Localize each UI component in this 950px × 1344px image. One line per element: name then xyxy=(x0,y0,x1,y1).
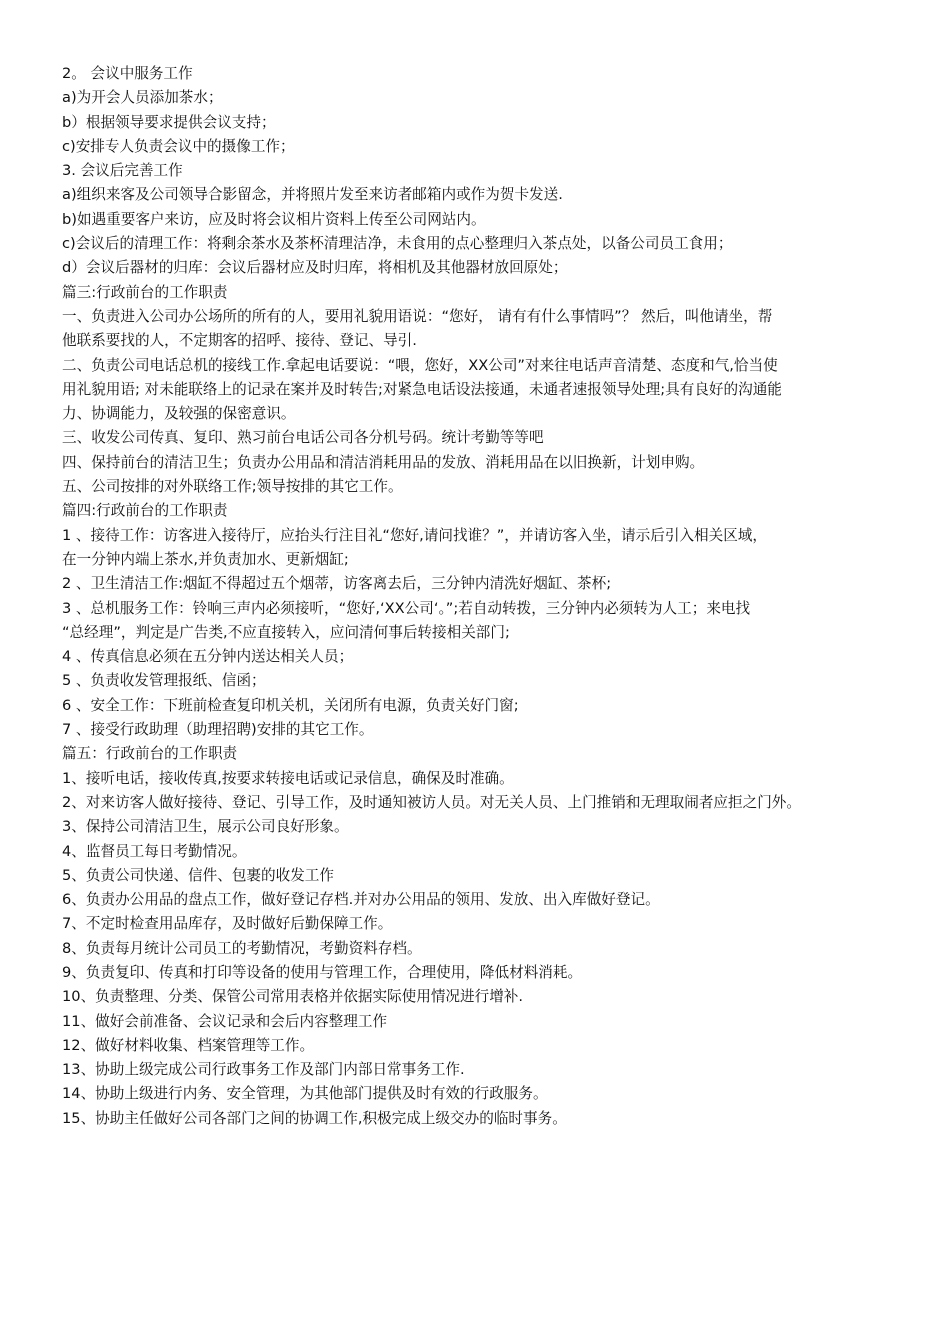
text-line: 四、保持前台的清洁卫生；负责办公用品和清洁消耗用品的发放、消耗用品在以旧换新，计划申购。 xyxy=(62,453,705,471)
text-line: 3 、总机服务工作：铃响三声内必须接听，“您好,‘XX公司‘。”;若自动转拨，三分钟内必须转为人工；来电找 xyxy=(62,599,751,617)
text-line: c)安排专人负责会议中的摄像工作； xyxy=(62,137,295,155)
section-heading: 3. 会议后完善工作 xyxy=(62,162,183,180)
list-item: 14、协助上级进行内务、安全管理，为其他部门提供及时有效的行政服务。 xyxy=(62,1085,548,1103)
list-item: 12、做好材料收集、档案管理等工作。 xyxy=(62,1036,315,1054)
list-item: 13、协助上级完成公司行政事务工作及部门内部日常事务工作. xyxy=(62,1061,465,1079)
text-line: a)为开会人员添加茶水； xyxy=(62,89,223,107)
text-line: 一、负责进入公司办公场所的所有的人，要用礼貌用语说：“您好， 请有有什么事情吗”？ 然后，叫他请坐，帮 xyxy=(62,307,773,325)
text-line: a)组织来客及公司领导合影留念，并将照片发至来访者邮箱内或作为贺卡发送. xyxy=(62,186,563,204)
text-line: 三、收发公司传真、复印、熟习前台电话公司各分机号码。统计考勤等等吧 xyxy=(62,429,544,447)
section-heading: 篇五：行政前台的工作职责 xyxy=(62,745,238,763)
document-page xyxy=(62,62,902,1131)
text-line: 他联系要找的人，不定期客的招呼、接待、登记、导引. xyxy=(62,332,417,350)
text-line: 7 、接受行政助理（助理招聘)安排的其它工作。 xyxy=(62,721,374,739)
list-item: 10、负责整理、分类、保管公司常用表格并依据实际使用情况进行增补. xyxy=(62,988,524,1006)
text-line: 6 、安全工作：下班前检查复印机关机，关闭所有电源，负责关好门窗; xyxy=(62,696,519,714)
list-item: 9、负责复印、传真和打印等设备的使用与管理工作，合理使用，降低材料消耗。 xyxy=(62,963,583,981)
text-line: “总经理”，判定是广告类,不应直接转入，应问清何事后转接相关部门; xyxy=(62,623,510,641)
list-item: 7、不定时检查用品库存，及时做好后勤保障工作。 xyxy=(62,915,393,933)
section-heading: 篇四:行政前台的工作职责 xyxy=(62,502,228,520)
list-item: 15、协助主任做好公司各部门之间的协调工作,积极完成上级交办的临时事务。 xyxy=(62,1109,567,1127)
text-line: c)会议后的清理工作：将剩余茶水及茶杯清理洁净，未食用的点心整理归入茶点处，以备公司员工食用； xyxy=(62,235,733,253)
text-line: 在一分钟内端上茶水,并负责加水、更新烟缸; xyxy=(62,550,349,568)
text-line: d）会议后器材的归库：会议后器材应及时归库，将相机及其他器材放回原处； xyxy=(62,259,568,277)
text-line: 用礼貌用语; 对未能联络上的记录在案并及时转告;对紧急电话设法接通，未通者速报领导处理;具有良好的沟通能 xyxy=(62,380,782,398)
text-line: 二、负责公司电话总机的接线工作.拿起电话要说：“喂，您好，XX公司”对来往电话声音清楚、态度和气,恰当使 xyxy=(62,356,778,374)
list-item: 8、负责每月统计公司员工的考勤情况，考勤资料存档。 xyxy=(62,939,422,957)
text-line: 五、公司按排的对外联络工作;领导按排的其它工作。 xyxy=(62,478,403,496)
list-item: 3、保持公司清洁卫生，展示公司良好形象。 xyxy=(62,818,349,836)
list-item: 6、负责办公用品的盘点工作，做好登记存档.并对办公用品的领用、发放、出入库做好登记。 xyxy=(62,891,660,909)
text-line: 4 、传真信息必须在五分钟内送达相关人员； xyxy=(62,648,354,666)
text-line: 2 、卫生清洁工作:烟缸不得超过五个烟蒂，访客离去后，三分钟内清洗好烟缸、茶杯; xyxy=(62,575,612,593)
list-item: 4、监督员工每日考勤情况。 xyxy=(62,842,247,860)
section-heading: 篇三:行政前台的工作职责 xyxy=(62,283,228,301)
list-item: 2、对来访客人做好接待、登记、引导工作，及时通知被访人员。对无关人员、上门推销和无理取闹者应拒之门外。 xyxy=(62,793,801,811)
list-item: 5、负责公司快递、信件、包裹的收发工作 xyxy=(62,866,334,884)
text-line: b)如遇重要客户来访，应及时将会议相片资料上传至公司网站内。 xyxy=(62,210,486,228)
list-item: 11、做好会前准备、会议记录和会后内容整理工作 xyxy=(62,1012,388,1030)
text-line: 2。 会议中服务工作 xyxy=(62,65,193,82)
text-line: b）根据领导要求提供会议支持； xyxy=(62,113,276,131)
text-line: 力、协调能力，及较强的保密意识。 xyxy=(62,405,296,423)
text-line: 1 、接待工作：访客进入接待厅，应抬头行注目礼“您好,请问找谁？”，并请访客入坐，请示后引入相关区域， xyxy=(62,526,768,544)
text-line: 5 、负责收发管理报纸、信函； xyxy=(62,672,266,690)
list-item: 1、接听电话，接收传真,按要求转接电话或记录信息，确保及时准确。 xyxy=(62,769,514,787)
